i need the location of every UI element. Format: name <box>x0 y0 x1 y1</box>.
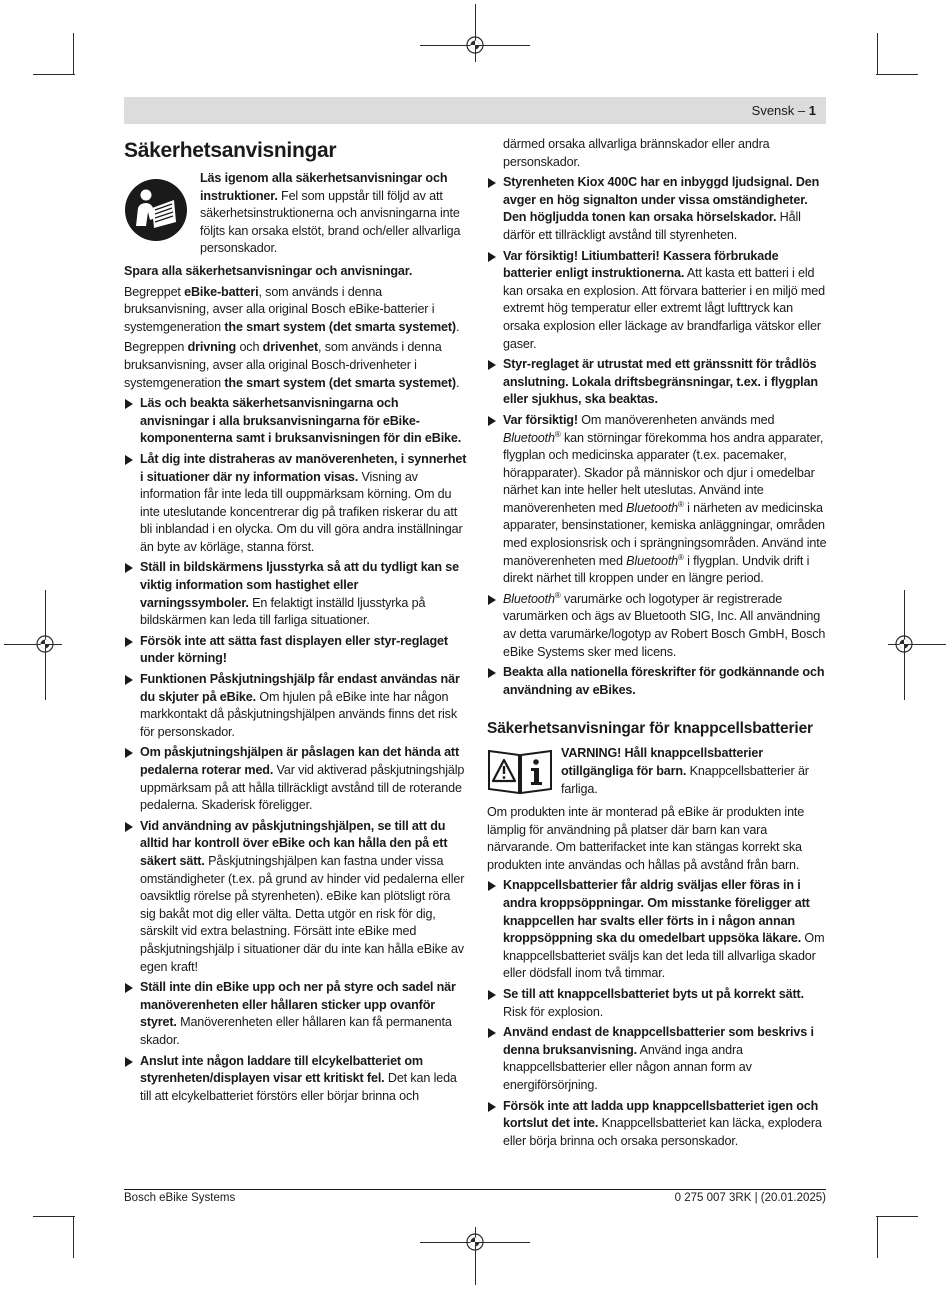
intro-bold: Läs igenom alla säkerhetsanvisningar och instruktioner. <box>200 171 448 203</box>
crop-mark <box>877 33 878 75</box>
left-column <box>124 136 469 1108</box>
list-item: Låt dig inte distraheras av manöverenheten, i synnerhet i situationer där ny information visas. Visning av information får inte leda till ouppmärksam körning. Om du inte uteslutande koncentrerar dig på trafiken riskerar du att bli inblandad i en olycka. Om du vill göra andra inställningar än byte av körläge, stanna först. <box>124 451 469 557</box>
list-item: Bluetooth® varumärke och logotyper är registrerade varumärken och ägs av Bluetooth SIG, Inc. All användning av detta varumärke/logotyp av Robert Bosch GmbH, Bosch eBike Systems sker med licens. <box>487 591 827 661</box>
list-item: Försök inte att ladda upp knappcellsbatteriet igen och kortslut det inte. Knappcellsbatteriet kan läcka, explodera eller börja brinna och orsaka personskador. <box>487 1098 827 1151</box>
right-column <box>487 136 827 1153</box>
crop-mark <box>73 1216 74 1258</box>
crop-mark <box>876 74 918 75</box>
definition-battery: Begreppet eBike-batteri, som används i denna bruksanvisning, avser alla original Bosch eBike-batterier i systemgeneration the smart system (det smarta systemet). <box>124 284 460 334</box>
continuation-text: därmed orsaka allvarliga brännskador eller andra personskador. <box>503 137 770 169</box>
list-item: Anslut inte någon laddare till elcykelbatteriet om styrenheten/displayen visar ett kritiskt fel. Det kan leda till att elcykelbatteriet förstörs eller börjar brinna och <box>124 1053 469 1106</box>
footer-divider <box>124 1189 826 1190</box>
crop-mark <box>877 1216 878 1258</box>
save-note: Spara alla säkerhetsanvisningar och anvisningar. <box>124 263 413 278</box>
list-item: Använd endast de knappcellsbatterier som beskrivs i denna bruksanvisning. Använd inga andra knappcellsbatterier eller någon annan form av energiförsörjning. <box>487 1024 827 1094</box>
list-item: Styrenheten Kiox 400C har en inbyggd ljudsignal. Den avger en hög signalton under vissa omständigheter. Den högljudda tonen kan orsaka hörselskador. Håll därför ett tillräckligt avstånd till styrenheten. <box>487 174 827 244</box>
list-item: Var försiktig! Om manöverenheten används med Bluetooth® kan störningar förekomma hos andra apparater, flygplan och medicinska apparater (t.ex. pacemaker, hörapparater). Skador på människor och djur i omedelbar närhet kan inte heller helt uteslutas. Använd inte manöverenheten med Bluetooth® i närheten av medicinska apparater, bensinstationer, kemiska anläggningar, områden med explosionsrisk och i sprängningsområden. Använd inte manöverenheten med Bluetooth® i flygplan. Undvik drift i direkt närhet till kroppen under en längre period. <box>487 412 827 588</box>
list-item: Funktionen Påskjutningshjälp får endast användas när du skjuter på eBike. Om hjulen på eBike inte har någon markkontakt då påskjutningshjälpen används finns det risk för personskador. <box>124 671 469 741</box>
list-item: Ställ inte din eBike upp och ner på styre och sadel när manöverenheten eller hållaren sticker upp ovanför styret. Manöverenheten eller hållaren kan få permanenta skador. <box>124 979 469 1049</box>
crop-mark <box>73 33 74 75</box>
intro-text <box>200 170 469 258</box>
list-item: Styr-reglaget är utrustat med ett gränssnitt för trådlös anslutning. Lokala driftsbegränsningar, t.ex. i flygplan eller sjukhus, ska beaktas. <box>487 356 827 409</box>
list-item: Ställ in bildskärmens ljusstyrka så att du tydligt kan se viktig information som hastighet eller varningssymboler. En felaktigt inställd ljusstyrka på bildskärmen kan leda till farliga situationer. <box>124 559 469 629</box>
page-header <box>124 97 826 124</box>
read-manual-icon <box>124 178 188 242</box>
list-item: Försök inte att sätta fast displayen eller styr-reglaget under körning! <box>124 633 469 668</box>
header-separator: – <box>794 103 809 118</box>
registration-mark-icon <box>34 633 56 655</box>
coin-cell-paragraph: Om produkten inte är monterad på eBike är produkten inte lämplig för användning på platser där barn kan vara närvarande. Om batterifacket inte kan stängas korrekt ska produkten inte användas och hållas på avstånd från barn. <box>487 805 805 872</box>
warning-block <box>487 745 827 801</box>
section-title-coin-cell: Säkerhetsanvisningar för knappcellsbatterier <box>487 720 813 738</box>
list-item: Om påskjutningshjälpen är påslagen kan det hända att pedalerna roterar med. Var vid aktiverad påskjutningshjälp uppmärksam på att hålla tillräckligt avstånd till de roterande pedalerna. Skaderisk föreligger. <box>124 744 469 814</box>
page-number: 1 <box>808 103 816 118</box>
intro-rest: Fel som uppstår till följd av att säkerhetsinstruktionerna och anvisningarna inte följts kan orsaka elstöt, brand och/eller allvarliga personskador. <box>200 188 461 256</box>
list-item: Vid användning av påskjutningshjälpen, se till att du alltid har kontroll över eBike och kan hålla den på ett säkert sätt. Påskjutningshjälpen kan fastna under vissa omständigheter (t.ex. på grund av hinder vid pedalerna eller oavsiktlig rörelse på styrenheten). eBike kan plötsligt röra sig bakåt mot dig eller välta. Detta utgör en risk för dig, särskilt vid extra belastning. Försätt inte eBike med påskjutningshjälp i situationer där du inte kan hålla eBike av egen kraft! <box>124 818 469 976</box>
crop-mark <box>33 1216 75 1217</box>
list-item: Läs och beakta säkerhetsanvisningarna och anvisningar i alla bruksanvisningarna för eBike-komponenterna samt i bruksanvisningen för din eBike. <box>124 395 469 448</box>
registration-mark-icon <box>893 633 915 655</box>
registration-mark-icon <box>464 34 486 56</box>
crop-mark <box>33 74 75 75</box>
list-item: Se till att knappcellsbatteriet byts ut på korrekt sätt. Risk för explosion. <box>487 986 827 1021</box>
warning-text: VARNING! Håll knappcellsbatterier otillgängliga för barn. Knappcellsbatterier är farliga. <box>561 746 809 796</box>
page-title: Säkerhetsanvisningar <box>124 139 337 162</box>
header-language: Svensk <box>751 103 795 118</box>
header-label <box>752 103 816 118</box>
list-item: Var försiktig! Litiumbatteri! Kassera förbrukade batterier enligt instruktionerna. Att kasta ett batteri i eld kan orsaka en explosion. Att förvara batterier i en miljö med extremt hög temperatur eller extremt lågt lufttryck kan orsaka explosion eller läckage av brandfarliga vätskor eller gaser. <box>487 248 827 354</box>
intro-block <box>124 170 469 260</box>
list-item: Beakta alla nationella föreskrifter för godkännande och användning av eBikes. <box>487 664 827 699</box>
footer-company: Bosch eBike Systems <box>124 1192 236 1204</box>
registration-mark-icon <box>464 1231 486 1253</box>
warning-info-icon <box>487 747 553 795</box>
definition-drive: Begreppen drivning och drivenhet, som används i denna bruksanvisning, avser alla original Bosch-drivenheter i systemgeneration the smart system (det smarta systemet). <box>124 340 460 390</box>
crop-mark <box>876 1216 918 1217</box>
footer-doc-number: 0 275 007 3RK | (20.01.2025) <box>674 1192 826 1204</box>
list-item: Knappcellsbatterier får aldrig sväljas eller föras in i andra kroppsöppningar. Om misstanke föreligger att knappcellen har svalts eller förts in i någon annan kroppsöppning ska du omedelbart uppsöka läkare. Om knappcellsbatteriet sväljs kan det leda till allvarliga skador eller dödsfall inom två timmar. <box>487 877 827 983</box>
